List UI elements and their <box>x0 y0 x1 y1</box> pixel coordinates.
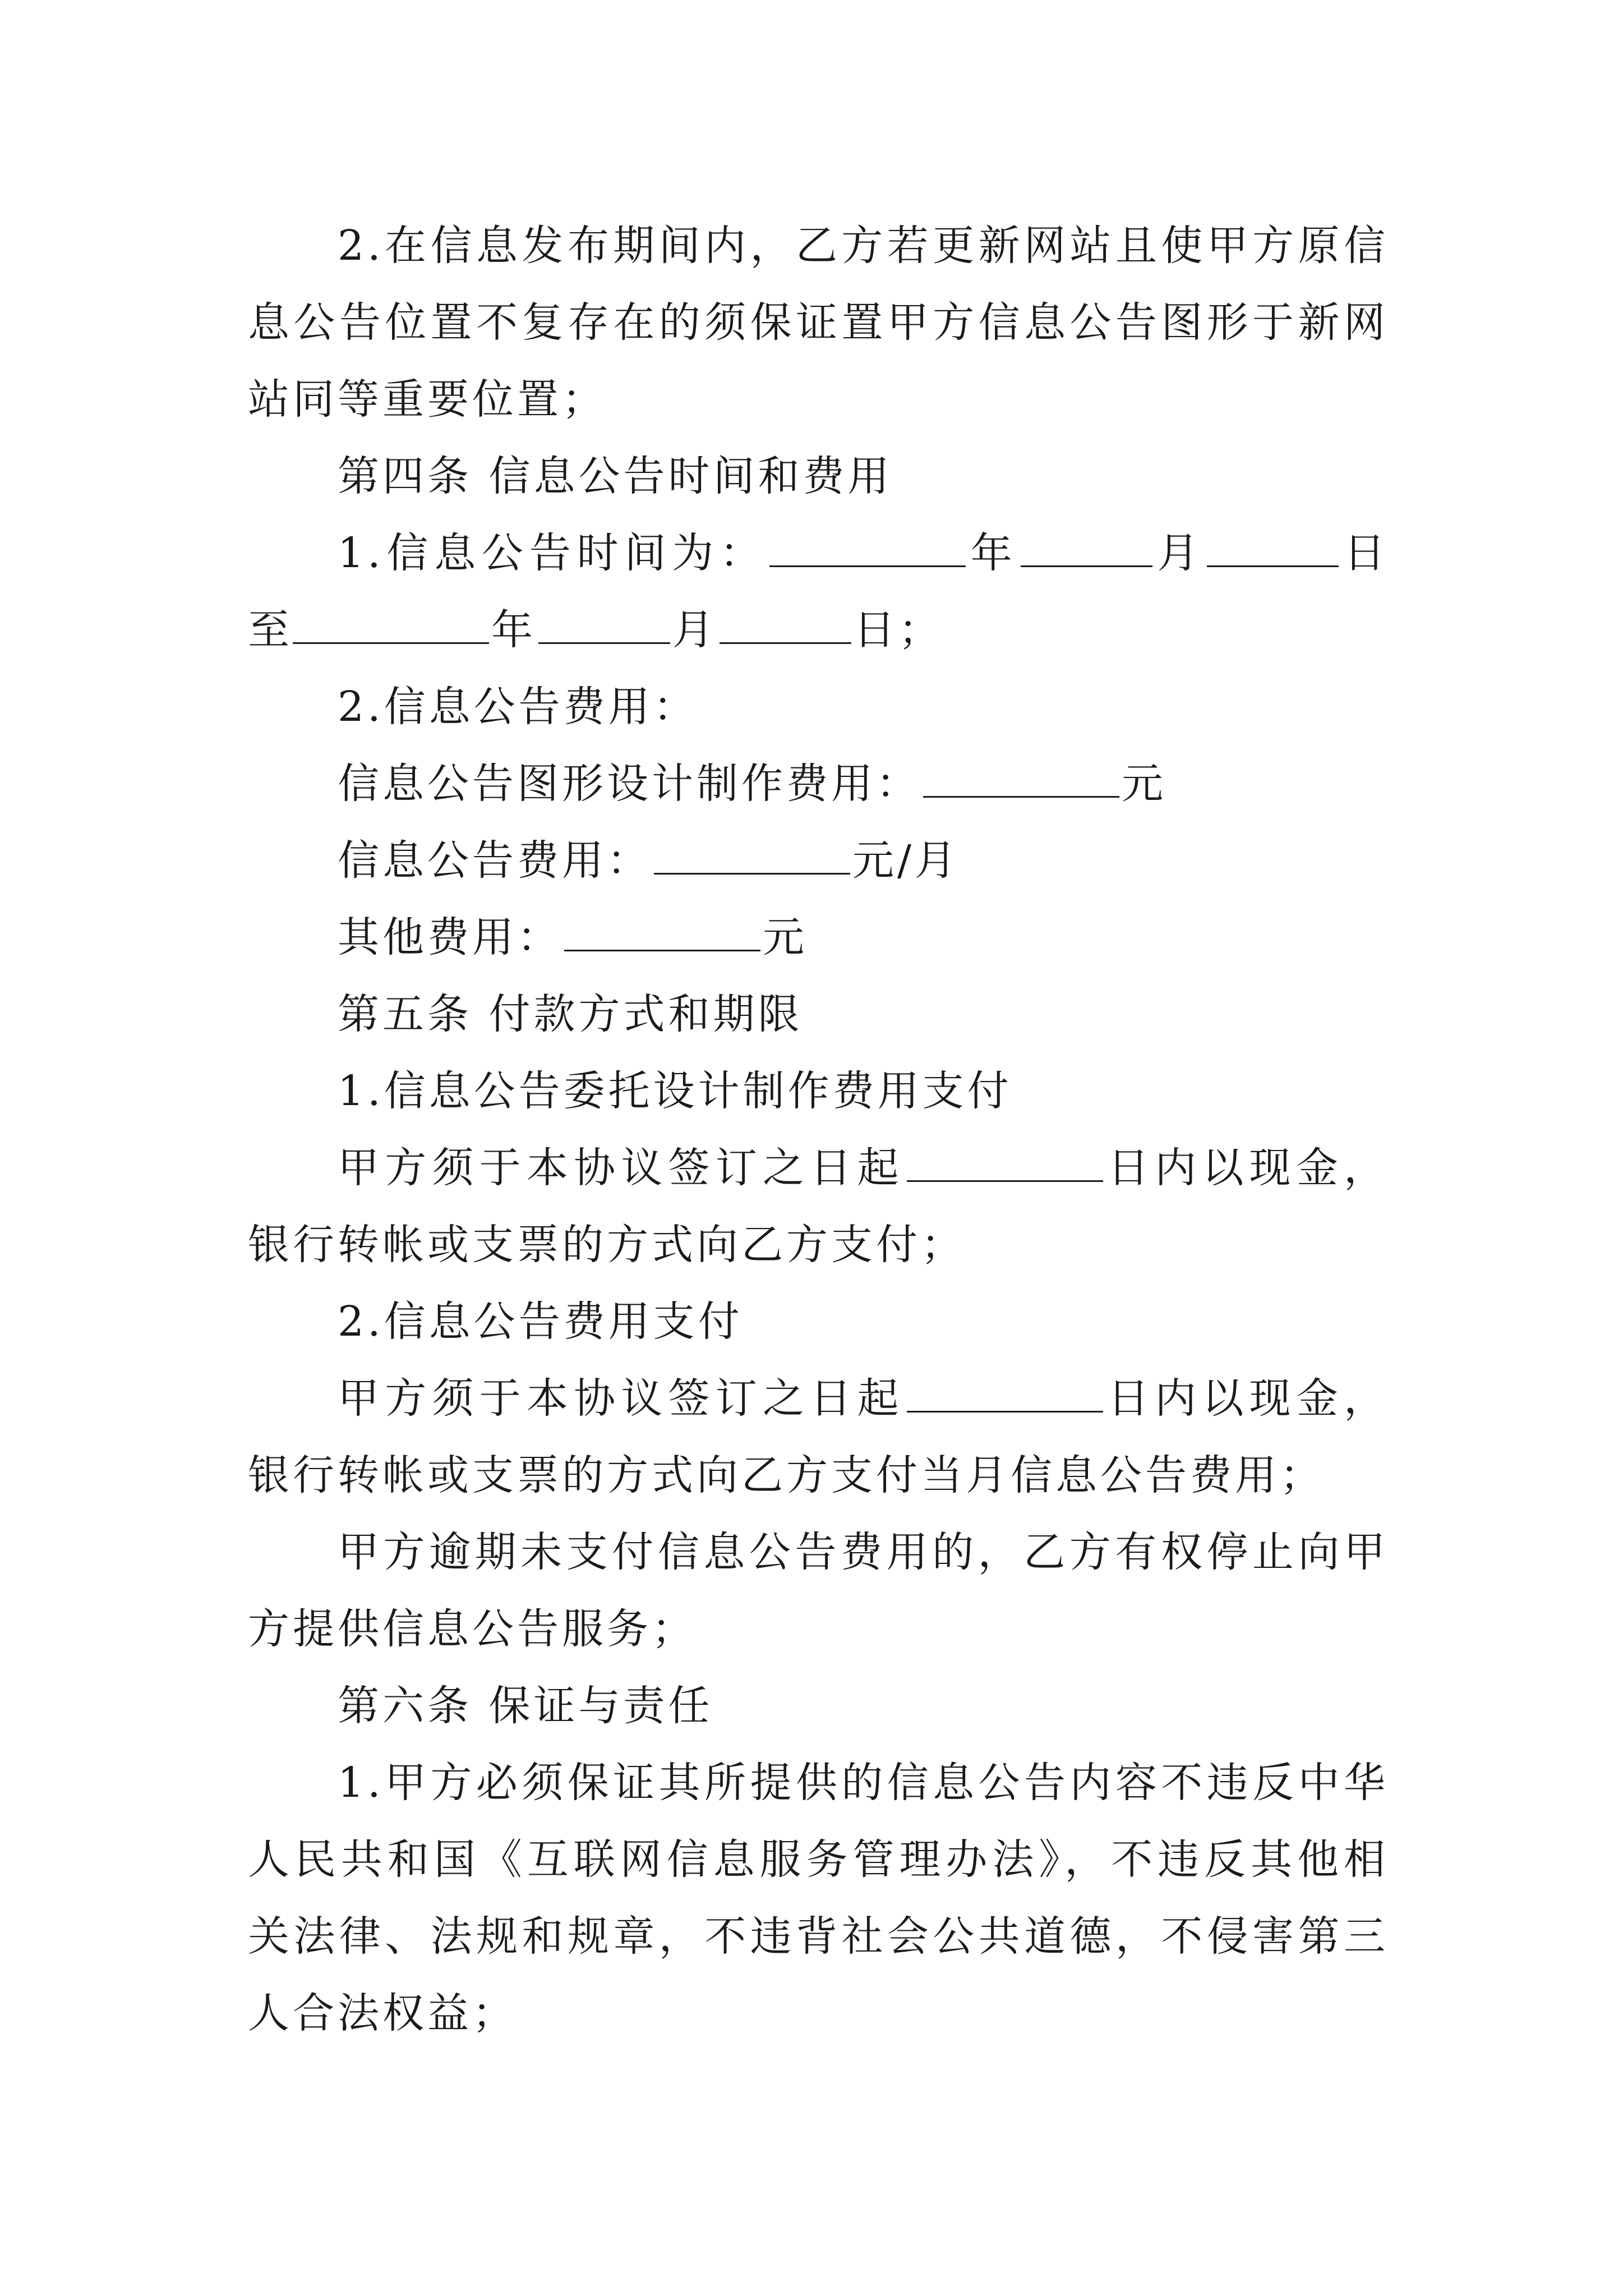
paragraph-text: 1.信息公告委托设计制作费用支付 <box>338 1067 1012 1115</box>
heading-text: 第六条 保证与责任 <box>338 1682 713 1730</box>
article-6-heading <box>248 1668 1389 1745</box>
article-5-heading <box>248 976 1389 1053</box>
heading-text: 第五条 付款方式和期限 <box>338 990 803 1038</box>
label-text: 甲方须于本协议签订之日起 <box>338 1374 905 1423</box>
day-to-text: 日至 <box>248 529 1389 654</box>
other-fee-blank[interactable] <box>564 915 760 951</box>
paragraph-update-website-clause <box>248 208 1389 438</box>
paragraph-text: 日内以现金，银行转帐或支票的方式向乙方支付； <box>248 1144 1389 1269</box>
paragraph-fee-title <box>248 669 1389 746</box>
paragraph-overdue-clause <box>248 1514 1389 1668</box>
unit-text: 元/月 <box>852 836 960 885</box>
label-text: 信息公告费用： <box>338 836 652 885</box>
document-body <box>248 208 1389 2052</box>
paragraph-announcement-fee-terms <box>248 1360 1389 1514</box>
paragraph-design-fee <box>248 746 1389 822</box>
paragraph-text: 日内以现金，银行转帐或支票的方式向乙方支付当月信息公告费用； <box>248 1374 1389 1499</box>
label-text: 信息公告图形设计制作费用： <box>338 760 921 808</box>
label-text: 甲方须于本协议签订之日起 <box>338 1144 905 1192</box>
month-text: 月 <box>672 606 717 654</box>
end-year-blank[interactable] <box>293 608 489 644</box>
paragraph-text: 2.信息公告费用： <box>338 683 698 731</box>
day-text: 日； <box>854 606 943 654</box>
end-day-blank[interactable] <box>720 608 851 644</box>
paragraph-other-fee <box>248 899 1389 976</box>
design-days-blank[interactable] <box>907 1145 1103 1182</box>
label-text: 1.信息公告时间为： <box>338 529 767 577</box>
design-fee-blank[interactable] <box>923 761 1119 798</box>
paragraph-announcement-fee-payment <box>248 1283 1389 1360</box>
heading-text: 第四条 信息公告时间和费用 <box>338 452 893 500</box>
paragraph-design-fee-terms <box>248 1130 1389 1283</box>
announcement-days-blank[interactable] <box>907 1376 1103 1412</box>
paragraph-monthly-fee <box>248 822 1389 899</box>
paragraph-announcement-period <box>248 515 1389 669</box>
paragraph-text: 2.在信息发布期间内，乙方若更新网站且使甲方原信息公告位置不复存在的须保证置甲方信息公告图形于新网站同等重要位置； <box>248 222 1389 424</box>
month-text: 月 <box>1154 529 1205 577</box>
paragraph-content-guarantee <box>248 1745 1389 2052</box>
year-text: 年 <box>967 529 1018 577</box>
start-day-blank[interactable] <box>1207 531 1339 567</box>
paragraph-text: 1.甲方必须保证其所提供的信息公告内容不违反中华人民共和国《互联网信息服务管理办法》，不违反其他相关法律、法规和规章，不违背社会公共道德，不侵害第三人合法权益； <box>248 1759 1389 2037</box>
paragraph-text: 甲方逾期未支付信息公告费用的，乙方有权停止向甲方提供信息公告服务； <box>248 1528 1389 1653</box>
start-month-blank[interactable] <box>1021 531 1152 567</box>
monthly-fee-blank[interactable] <box>654 838 850 875</box>
paragraph-design-fee-payment <box>248 1053 1389 1130</box>
paragraph-text: 2.信息公告费用支付 <box>338 1297 743 1346</box>
article-4-heading <box>248 438 1389 515</box>
end-month-blank[interactable] <box>538 608 670 644</box>
unit-text: 元 <box>1122 760 1166 808</box>
label-text: 其他费用： <box>338 913 562 961</box>
unit-text: 元 <box>763 913 808 961</box>
start-year-blank[interactable] <box>769 531 966 567</box>
year-text: 年 <box>491 606 536 654</box>
